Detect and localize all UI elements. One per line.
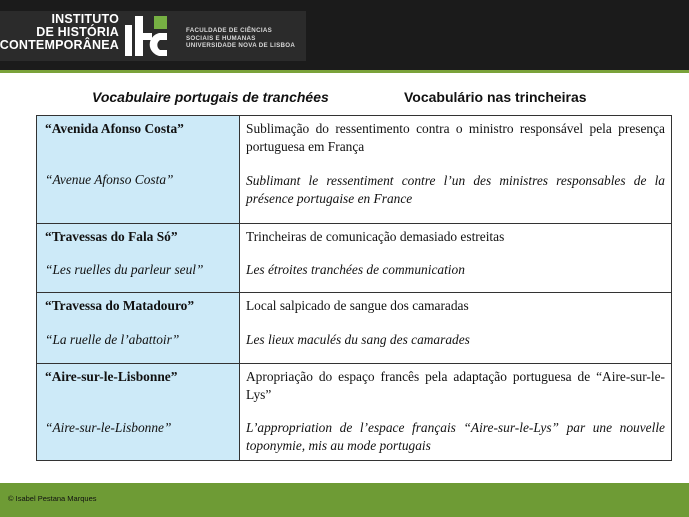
- description-cell: [240, 224, 672, 293]
- term-portuguese: “Travessa do Matadouro”: [45, 298, 195, 313]
- term-cell: [37, 293, 240, 364]
- term-cell: [37, 364, 240, 461]
- term-french: “La ruelle de l’abattoir”: [45, 332, 180, 347]
- table-row: [37, 293, 672, 364]
- term-french: “Avenue Afonso Costa”: [45, 172, 174, 187]
- vocabulary-table: [36, 115, 672, 461]
- description-cell: [240, 293, 672, 364]
- description-portuguese: Sublimação do ressentimento contra o ministro responsável pela presença portuguesa em França: [246, 121, 665, 154]
- description-french: L’appropriation de l’espace français “Aire-sur-le-Lys” par une nouvelle toponymie, mis au mode portugais: [246, 420, 665, 453]
- description-cell: [240, 116, 672, 224]
- table-row: [37, 224, 672, 293]
- ihc-logo-icon: [125, 16, 167, 56]
- table-row: [37, 364, 672, 461]
- term-cell: [37, 224, 240, 293]
- logo-faculty-name: FACULDADE DE CIÊNCIAS SOCIAIS E HUMANAS UNIVERSIDADE NOVA DE LISBOA: [186, 27, 296, 50]
- table-row: [37, 116, 672, 224]
- term-french: “Aire-sur-le-Lisbonne”: [45, 420, 172, 435]
- term-cell: [37, 116, 240, 224]
- term-portuguese: “Travessas do Fala Só”: [45, 229, 178, 244]
- description-french: Les étroites tranchées de communication: [246, 262, 465, 277]
- footer-credit: © Isabel Pestana Marques: [8, 494, 97, 503]
- description-cell: [240, 364, 672, 461]
- institute-logo: [0, 11, 306, 61]
- logo-institute-name: INSTITUTO DE HISTÓRIA CONTEMPORÂNEA: [0, 12, 119, 52]
- footer-bar: [0, 483, 689, 517]
- description-french: Sublimant le ressentiment contre l’un des ministres responsables de la présence portugaise en France: [246, 173, 665, 206]
- header-bar: [0, 0, 689, 70]
- description-portuguese: Apropriação do espaço francês pela adaptação portuguesa de “Aire-sur-le-Lys”: [246, 369, 665, 402]
- title-portuguese: Vocabulário nas trincheiras: [404, 89, 587, 105]
- title-french: Vocabulaire portugais de tranchées: [92, 89, 329, 105]
- term-portuguese: “Avenida Afonso Costa”: [45, 121, 184, 136]
- description-french: Les lieux maculés du sang des camarades: [246, 332, 470, 347]
- header-accent-line: [0, 70, 689, 73]
- term-portuguese: “Aire-sur-le-Lisbonne”: [45, 369, 178, 384]
- description-portuguese: Local salpicado de sangue dos camaradas: [246, 298, 469, 313]
- term-french: “Les ruelles du parleur seul”: [45, 262, 204, 277]
- description-portuguese: Trincheiras de comunicação demasiado estreitas: [246, 229, 505, 244]
